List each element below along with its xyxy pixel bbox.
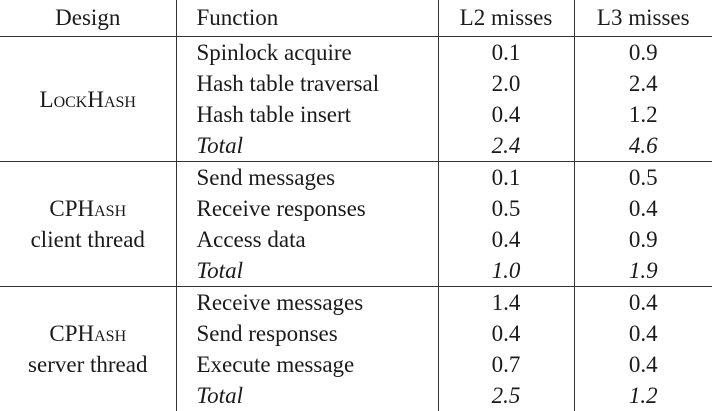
l3-cell: 2.4 bbox=[628, 71, 658, 96]
function-cell: Hash table traversal bbox=[176, 68, 438, 99]
function-cell: Receive messages bbox=[176, 287, 438, 319]
table-row bbox=[0, 162, 712, 194]
l2-cell: 0.1 bbox=[438, 162, 574, 194]
l2-cell: 0.4 bbox=[438, 318, 574, 349]
table-header bbox=[0, 0, 712, 37]
l3-cell: 0.4 bbox=[628, 196, 658, 221]
l2-cell: 0.1 bbox=[438, 37, 574, 69]
function-cell: Spinlock acquire bbox=[176, 37, 438, 69]
header-design: Design bbox=[0, 0, 176, 37]
total-l2-cell: 2.5 bbox=[438, 380, 574, 411]
table-body bbox=[0, 37, 712, 411]
function-cell: Execute message bbox=[176, 349, 438, 380]
total-label: Total bbox=[176, 255, 438, 287]
l3-cell: 0.4 bbox=[628, 352, 658, 377]
total-l3-cell: 1.2 bbox=[628, 383, 658, 408]
design-subtitle: server thread bbox=[28, 352, 148, 377]
l2-cell: 2.0 bbox=[438, 68, 574, 99]
l3-cell: 1.2 bbox=[628, 102, 658, 127]
function-cell: Access data bbox=[176, 224, 438, 255]
l2-cell: 0.4 bbox=[438, 224, 574, 255]
l2-cell: 0.5 bbox=[438, 193, 574, 224]
function-cell: Receive responses bbox=[176, 193, 438, 224]
design-subtitle: client thread bbox=[30, 227, 145, 252]
design-cell-lockhash bbox=[0, 37, 176, 162]
total-label: Total bbox=[176, 380, 438, 411]
header-l3-misses: L3 misses bbox=[574, 0, 712, 37]
l2-cell: 0.7 bbox=[438, 349, 574, 380]
l3-cell: 0.4 bbox=[628, 290, 658, 315]
header-function: Function bbox=[176, 0, 438, 37]
l3-cell: 0.4 bbox=[628, 321, 658, 346]
design-name: CPHash bbox=[49, 321, 127, 346]
function-cell: Send responses bbox=[176, 318, 438, 349]
table-row bbox=[0, 37, 712, 69]
l3-cell: 0.9 bbox=[628, 227, 658, 252]
table-row bbox=[0, 287, 712, 319]
total-l2-cell: 1.0 bbox=[438, 255, 574, 287]
design-cell-cphash-server bbox=[0, 287, 176, 411]
function-cell: Send messages bbox=[176, 162, 438, 194]
total-l3-cell: 1.9 bbox=[574, 255, 712, 287]
l3-cell: 0.9 bbox=[628, 40, 658, 65]
header-row bbox=[0, 0, 712, 37]
l3-cell: 0.5 bbox=[628, 165, 658, 190]
design-name: LockHash bbox=[39, 86, 136, 112]
l2-cell: 1.4 bbox=[438, 287, 574, 319]
function-cell: Hash table insert bbox=[176, 99, 438, 130]
total-l2-cell: 2.4 bbox=[438, 130, 574, 162]
design-cell-cphash-client bbox=[0, 162, 176, 287]
design-name: CPHash bbox=[49, 196, 127, 221]
l2-cell: 0.4 bbox=[438, 99, 574, 130]
total-label: Total bbox=[176, 130, 438, 162]
total-l3-cell: 4.6 bbox=[574, 130, 712, 162]
header-l2-misses: L2 misses bbox=[438, 0, 574, 37]
